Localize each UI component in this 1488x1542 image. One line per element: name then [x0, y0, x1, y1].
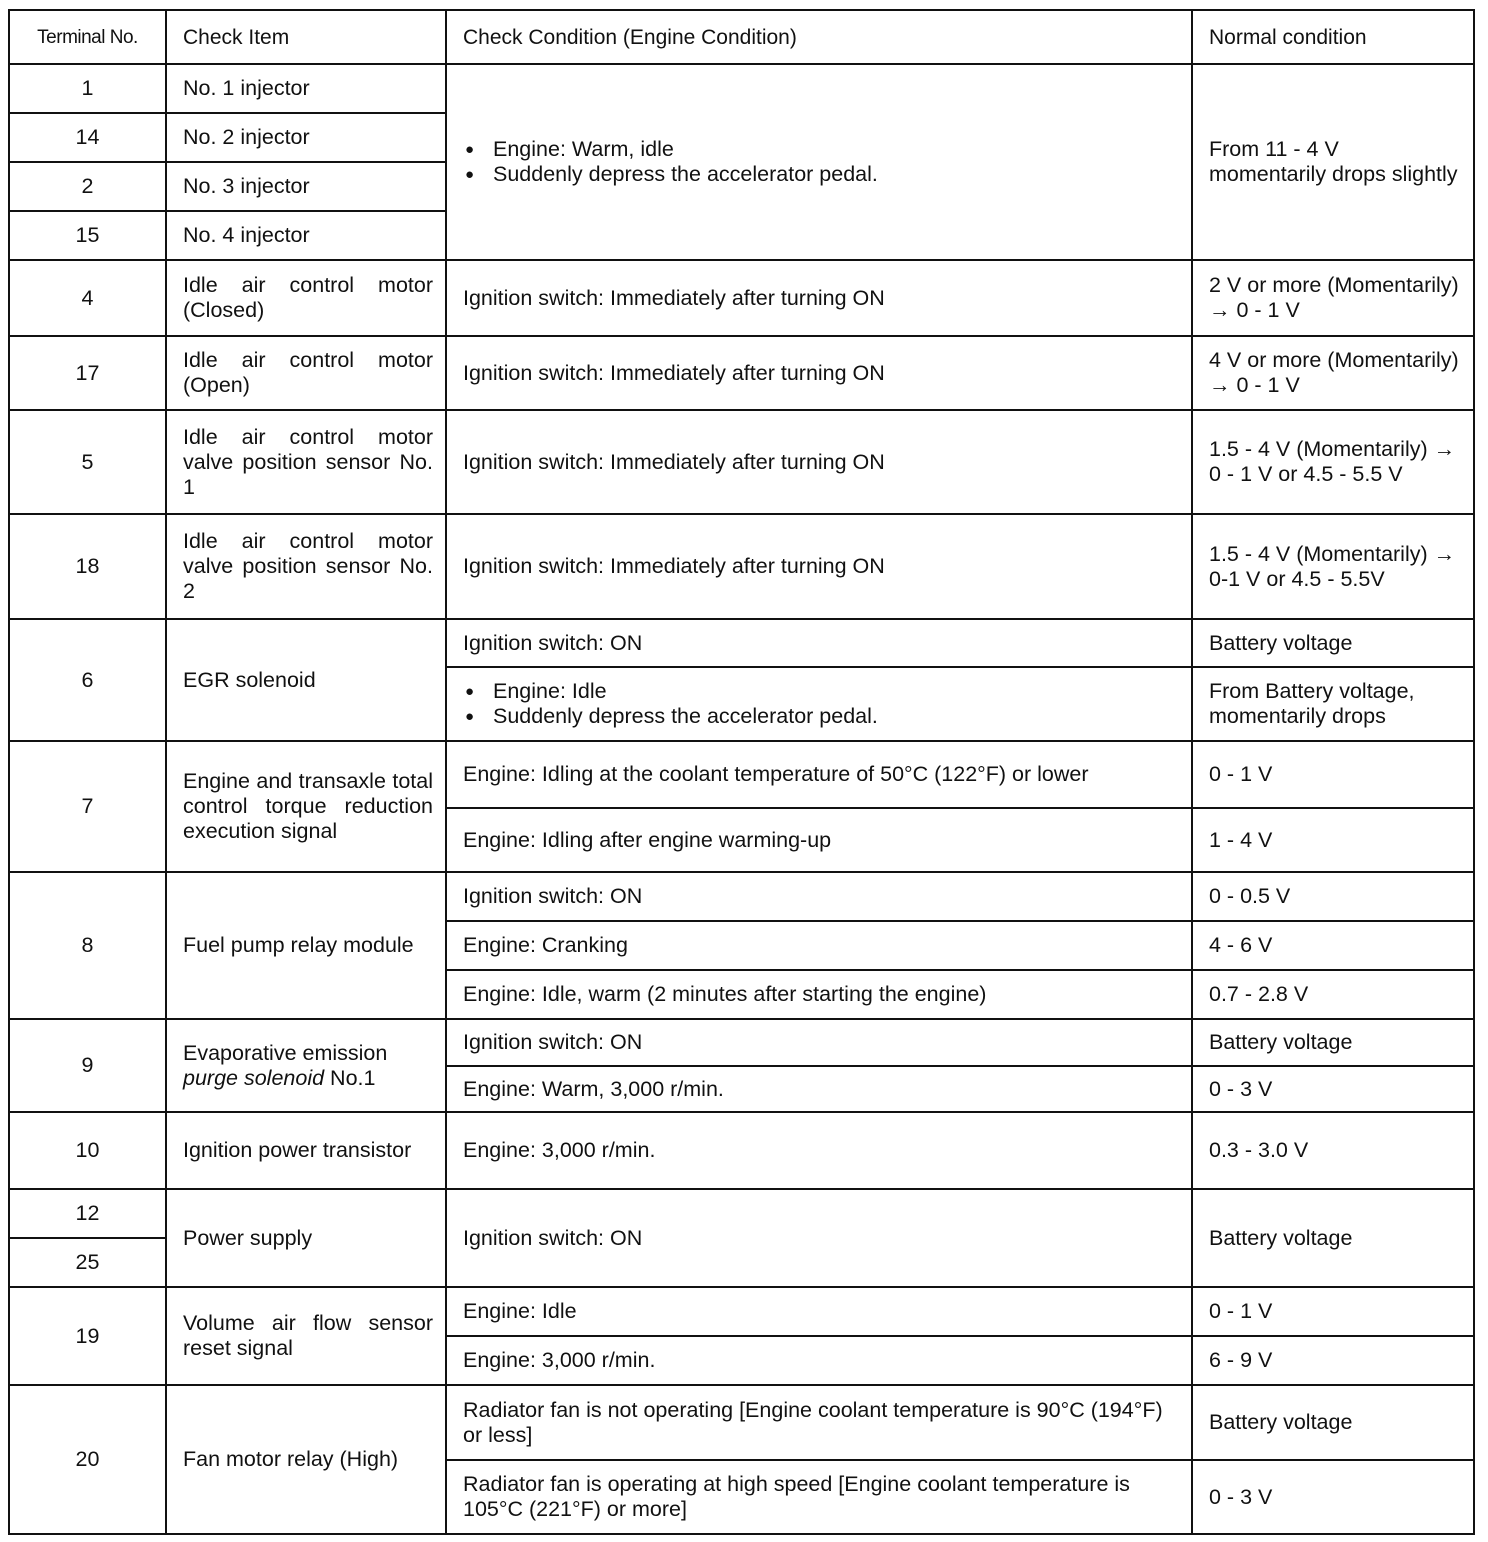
normal-condition: 0 - 1 V: [1192, 1287, 1474, 1336]
condition-bullet: ● Engine: Warm, idle: [463, 137, 1179, 162]
terminal-no: 25: [9, 1238, 166, 1287]
check-item: No. 3 injector: [166, 162, 446, 211]
table-row: [9, 1189, 1474, 1238]
table-row: [9, 336, 1474, 410]
header-check-condition: Check Condition (Engine Condition): [446, 10, 1192, 64]
check-condition: Engine: Cranking: [446, 921, 1192, 970]
check-item: Ignition power transistor: [166, 1112, 446, 1189]
check-item: No. 2 injector: [166, 113, 446, 162]
normal-condition: 0 - 0.5 V: [1192, 872, 1474, 921]
terminal-no: 8: [9, 872, 166, 1019]
table-row: [9, 619, 1474, 667]
check-condition: Ignition switch: ON: [446, 619, 1192, 667]
check-item: [166, 1019, 446, 1112]
normal-condition: 4 - 6 V: [1192, 921, 1474, 970]
normal-condition: 0.7 - 2.8 V: [1192, 970, 1474, 1019]
check-condition: [446, 667, 1192, 741]
check-condition: [446, 64, 1192, 260]
terminal-no: 12: [9, 1189, 166, 1238]
terminal-no: 1: [9, 64, 166, 113]
check-condition: Engine: 3,000 r/min.: [446, 1112, 1192, 1189]
check-item: Fan motor relay (High): [166, 1385, 446, 1534]
table-row: [9, 1287, 1474, 1336]
check-condition: Engine: 3,000 r/min.: [446, 1336, 1192, 1385]
condition-bullet: ● Engine: Idle: [463, 679, 1179, 704]
normal-condition: 4 V or more (Momentarily) → 0 - 1 V: [1192, 336, 1474, 410]
check-condition: Radiator fan is operating at high speed [Engine coolant temperature is 105°C (221°F) or more]: [446, 1460, 1192, 1534]
check-condition: Engine: Idling after engine warming-up: [446, 808, 1192, 872]
table-row: [9, 1112, 1474, 1189]
terminal-no: 2: [9, 162, 166, 211]
table-row: [9, 260, 1474, 336]
check-item: Idle air control motor valve position sensor No. 2: [166, 514, 446, 619]
check-item: Fuel pump relay module: [166, 872, 446, 1019]
check-condition: Radiator fan is not operating [Engine coolant temperature is 90°C (194°F) or less]: [446, 1385, 1192, 1460]
check-item: Engine and transaxle total control torque reduction execution signal: [166, 741, 446, 872]
normal-condition: Battery voltage: [1192, 1385, 1474, 1460]
terminal-no: 7: [9, 741, 166, 872]
terminal-no: 4: [9, 260, 166, 336]
condition-bullet: ● Suddenly depress the accelerator pedal.: [463, 704, 1179, 729]
normal-condition: Battery voltage: [1192, 1189, 1474, 1287]
normal-condition: 0 - 1 V: [1192, 741, 1474, 808]
terminal-no: 6: [9, 619, 166, 741]
normal-condition: From 11 - 4 V momentarily drops slightly: [1192, 64, 1474, 260]
condition-bullets: [463, 137, 1179, 187]
check-item: Power supply: [166, 1189, 446, 1287]
normal-condition: 1.5 - 4 V (Momentarily) → 0 - 1 V or 4.5 - 5.5 V: [1192, 410, 1474, 514]
normal-condition: Battery voltage: [1192, 1019, 1474, 1066]
check-condition: Ignition switch: Immediately after turning ON: [446, 260, 1192, 336]
check-condition: Ignition switch: ON: [446, 872, 1192, 921]
check-condition: Ignition switch: Immediately after turning ON: [446, 336, 1192, 410]
terminal-no: 15: [9, 211, 166, 260]
normal-condition: 0 - 3 V: [1192, 1066, 1474, 1112]
check-condition: Ignition switch: Immediately after turning ON: [446, 410, 1192, 514]
check-condition: Ignition switch: ON: [446, 1189, 1192, 1287]
terminal-no: 10: [9, 1112, 166, 1189]
check-condition: Engine: Idling at the coolant temperature of 50°C (122°F) or lower: [446, 741, 1192, 808]
check-item-tail: No.1: [324, 1065, 376, 1090]
check-condition: Engine: Warm, 3,000 r/min.: [446, 1066, 1192, 1112]
terminal-no: 9: [9, 1019, 166, 1112]
check-item: Idle air control motor (Open): [166, 336, 446, 410]
condition-bullets: [463, 679, 1179, 729]
table-row: [9, 514, 1474, 619]
table-row: [9, 410, 1474, 514]
header-terminal-no: Terminal No.: [9, 10, 166, 64]
check-condition: Ignition switch: ON: [446, 1019, 1192, 1066]
table-row: [9, 64, 1474, 113]
check-item: Idle air control motor (Closed): [166, 260, 446, 336]
table-row: [9, 1385, 1474, 1460]
normal-condition: 0.3 - 3.0 V: [1192, 1112, 1474, 1189]
normal-condition: 1.5 - 4 V (Momentarily) → 0-1 V or 4.5 - 5.5V: [1192, 514, 1474, 619]
check-item: No. 4 injector: [166, 211, 446, 260]
header-row: [9, 10, 1474, 64]
ecm-terminal-inspection-table: [8, 9, 1475, 1535]
terminal-no: 20: [9, 1385, 166, 1534]
table-row: [9, 872, 1474, 921]
check-item: No. 1 injector: [166, 64, 446, 113]
check-item: EGR solenoid: [166, 619, 446, 741]
terminal-no: 14: [9, 113, 166, 162]
normal-condition: 6 - 9 V: [1192, 1336, 1474, 1385]
table-row: [9, 1019, 1474, 1066]
check-item-italic: purge solenoid: [183, 1065, 325, 1090]
check-item: Idle air control motor valve position sensor No. 1: [166, 410, 446, 514]
table-row: [9, 741, 1474, 808]
normal-condition: 2 V or more (Momentarily) → 0 - 1 V: [1192, 260, 1474, 336]
check-item: Volume air flow sensor reset signal: [166, 1287, 446, 1385]
header-normal-condition: Normal condition: [1192, 10, 1474, 64]
terminal-no: 19: [9, 1287, 166, 1385]
header-check-item: Check Item: [166, 10, 446, 64]
normal-condition: 1 - 4 V: [1192, 808, 1474, 872]
check-condition: Engine: Idle: [446, 1287, 1192, 1336]
check-item-line: Evaporative emission: [183, 1040, 388, 1065]
normal-condition: From Battery voltage, momentarily drops: [1192, 667, 1474, 741]
normal-condition: Battery voltage: [1192, 619, 1474, 667]
terminal-no: 18: [9, 514, 166, 619]
normal-condition: 0 - 3 V: [1192, 1460, 1474, 1534]
condition-bullet: ● Suddenly depress the accelerator pedal.: [463, 162, 1179, 187]
check-condition: Ignition switch: Immediately after turning ON: [446, 514, 1192, 619]
check-condition: Engine: Idle, warm (2 minutes after starting the engine): [446, 970, 1192, 1019]
terminal-no: 5: [9, 410, 166, 514]
terminal-no: 17: [9, 336, 166, 410]
